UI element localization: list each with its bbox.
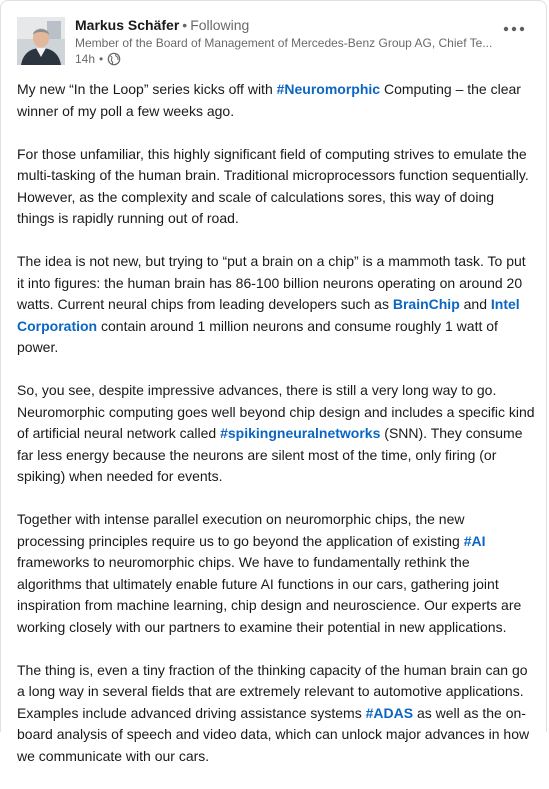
author-headline: Member of the Board of Management of Mercedes-Benz Group AG, Chief Te...: [75, 36, 493, 50]
commentary-text: contain around 1 million neurons and consume roughly 1 watt of power.: [17, 317, 498, 355]
hashtag-or-mention-link[interactable]: Intel Corporation: [17, 296, 520, 334]
author-name-line: [75, 15, 495, 35]
author-name[interactable]: Markus Schäfer: [75, 17, 180, 33]
hashtag-or-mention-link[interactable]: #Neuromorphic: [276, 81, 381, 97]
commentary-paragraph: [17, 509, 535, 638]
post-time: 14h: [75, 52, 96, 66]
commentary-text: For those unfamiliar, this highly significant field of computing strives to emulate the multi-tasking of the human brain. Traditional microprocessors function sequentially. However, as the complexity and scale of calculations sores, this way of doing things is rapidly running out of road.: [17, 145, 529, 226]
commentary-text: So, you see, despite impressive advances, there is still a very long way to go. Neuromorphic computing goes well beyond chip design and includes a specific kind of artificial neural network called: [17, 382, 535, 441]
post-meta: [75, 51, 495, 67]
post-commentary: [17, 79, 535, 789]
time-separator: •: [99, 52, 104, 66]
commentary-paragraph: [17, 251, 535, 359]
commentary-paragraph: [17, 380, 535, 488]
author-avatar[interactable]: [17, 17, 65, 65]
commentary-text: frameworks to neuromorphic chips. We have to fundamentally rethink the algorithms that ultimately enable future AI functions in our cars, gathering joint inspiration from machine learning, chip design and neuroscience. Our experts are working closely with our partners to examine their potential in new applications.: [17, 554, 522, 635]
hashtag-or-mention-link[interactable]: #AI: [463, 532, 486, 549]
avatar-photo: [17, 17, 65, 65]
commentary-paragraph: [17, 660, 535, 768]
follow-status: Following: [190, 17, 250, 33]
commentary-text: Together with intense parallel execution on neuromorphic chips, the new processing principles require us to go beyond the application of existing: [17, 511, 465, 549]
commentary-text: Computing – the clear winner of my poll a few weeks ago.: [17, 81, 521, 119]
post-header: [17, 15, 534, 75]
commentary-text: The idea is not new, but trying to “put a brain on a chip” is a mammoth task. To put it into figures: the human brain has 86-100 billion neurons operating on around 20 watts. Current neural chips from leading developers such as: [17, 253, 526, 312]
commentary-text: as well as the on-board analysis of speech and video data, which can unlock major advances in how we communicate with our cars.: [17, 704, 530, 764]
commentary-text: My new “In the Loop” series kicks off with: [17, 81, 277, 97]
commentary-text: and: [459, 296, 491, 312]
hashtag-or-mention-link[interactable]: #ADAS: [365, 704, 414, 721]
hashtag-or-mention-link[interactable]: BrainChip: [392, 296, 460, 312]
globe-icon: [107, 52, 121, 66]
commentary-text: (SNN). They consume far less energy because the neurons are silent most of the time, only firing (or spiking) when needed for events.: [17, 425, 523, 484]
commentary-paragraph: [17, 79, 535, 122]
commentary-text: The thing is, even a tiny fraction of the thinking capacity of the human brain can go a long way in several fields that are extremely relevant to automotive applications. Examples include advanced driving assistance systems: [17, 661, 528, 721]
more-options-button[interactable]: [500, 19, 528, 39]
commentary-paragraph: [17, 144, 535, 230]
ellipsis-icon: [503, 26, 525, 32]
hashtag-or-mention-link[interactable]: #spikingneuralnetworks: [220, 425, 381, 441]
name-separator: •: [182, 17, 188, 33]
post-actor: [75, 15, 495, 67]
